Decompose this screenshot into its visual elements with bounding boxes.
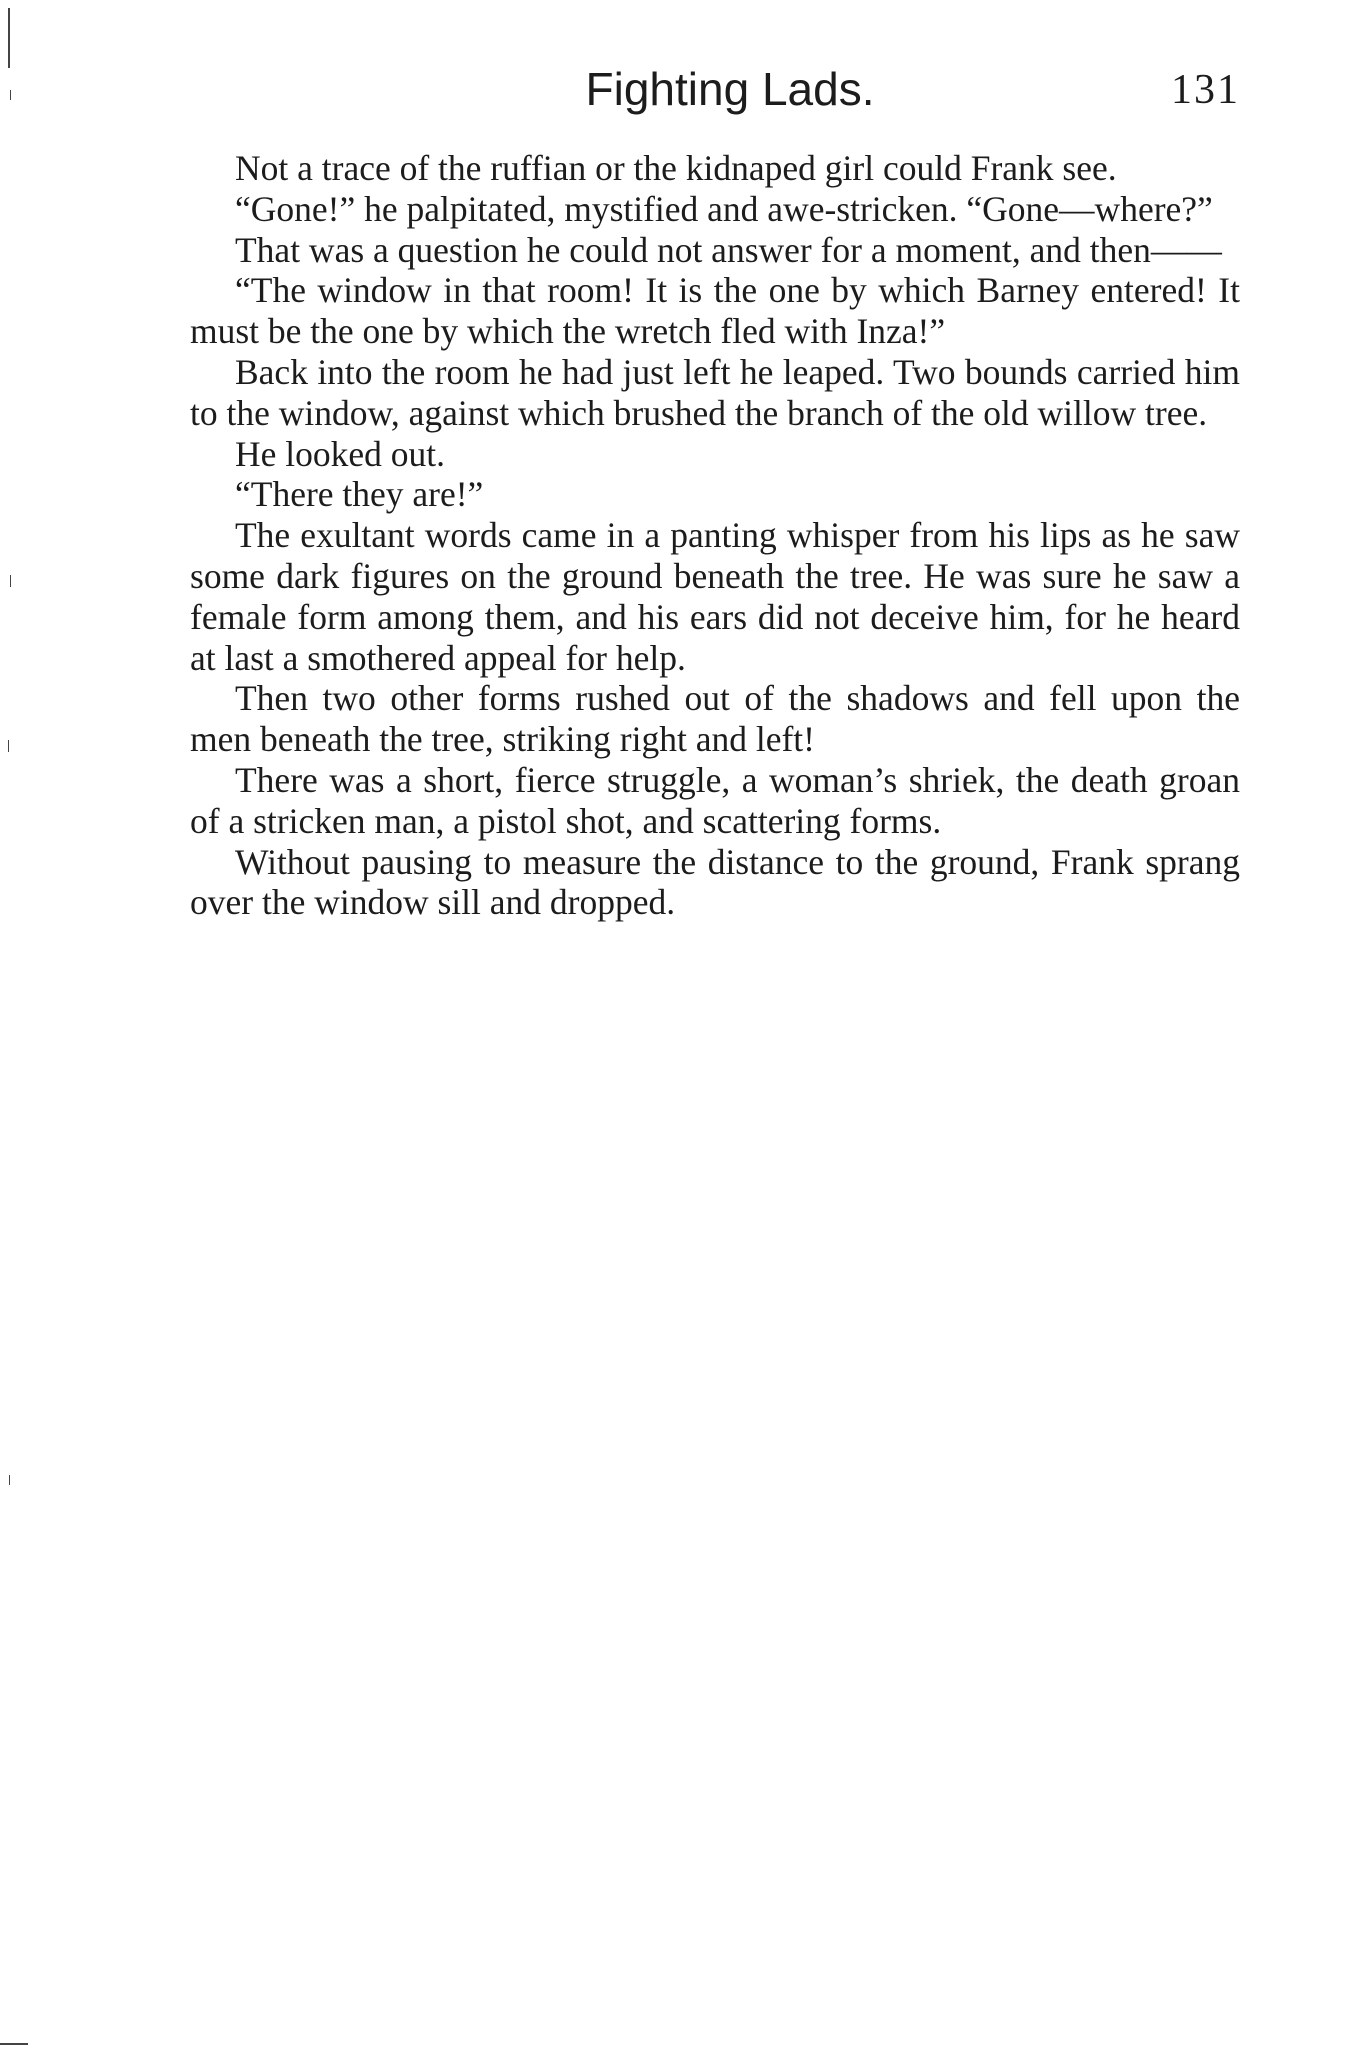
paragraph: “There they are!” [235,474,484,515]
paragraph: He looked out. [235,433,446,474]
paragraph: Without pausing to measure the distance to the ground, Frank sprang over the window sill and dropped. [190,841,1240,923]
running-header [190,62,1240,122]
paragraph: The exultant words came in a panting whisper from his lips as he saw some dark figures on the ground beneath the tree. He was sure he saw a female form among them, and his ears did not deceive him, for he heard at last a smothered appeal for help. [190,515,1240,678]
paragraph: Not a trace of the ruffian or the kidnaped girl could Frank see. [235,148,1117,188]
paragraph: Then two other forms rushed out of the shadows and fell upon the men beneath the tree, striking right and left! [190,678,1240,760]
paragraph: “The window in that room! It is the one by which Barney entered! It must be the one by which the wretch fled with Inza!” [190,270,1240,352]
paragraph: There was a short, fierce struggle, a woman’s shriek, the death groan of a stricken man, a pistol shot, and scattering forms. [190,759,1240,841]
paragraph: That was a question he could not answer for a moment, and then—— [235,229,1222,270]
body-text [190,148,1240,923]
paragraph: “Gone!” he palpitated, mystified and awe-stricken. “Gone—where?” [235,188,1213,229]
page-number: 131 [1171,67,1240,113]
running-title: Fighting Lads. [585,63,875,115]
paragraph: Back into the room he had just left he leaped. Two bounds carried him to the window, against which brushed the branch of the old willow tree. [190,351,1240,433]
